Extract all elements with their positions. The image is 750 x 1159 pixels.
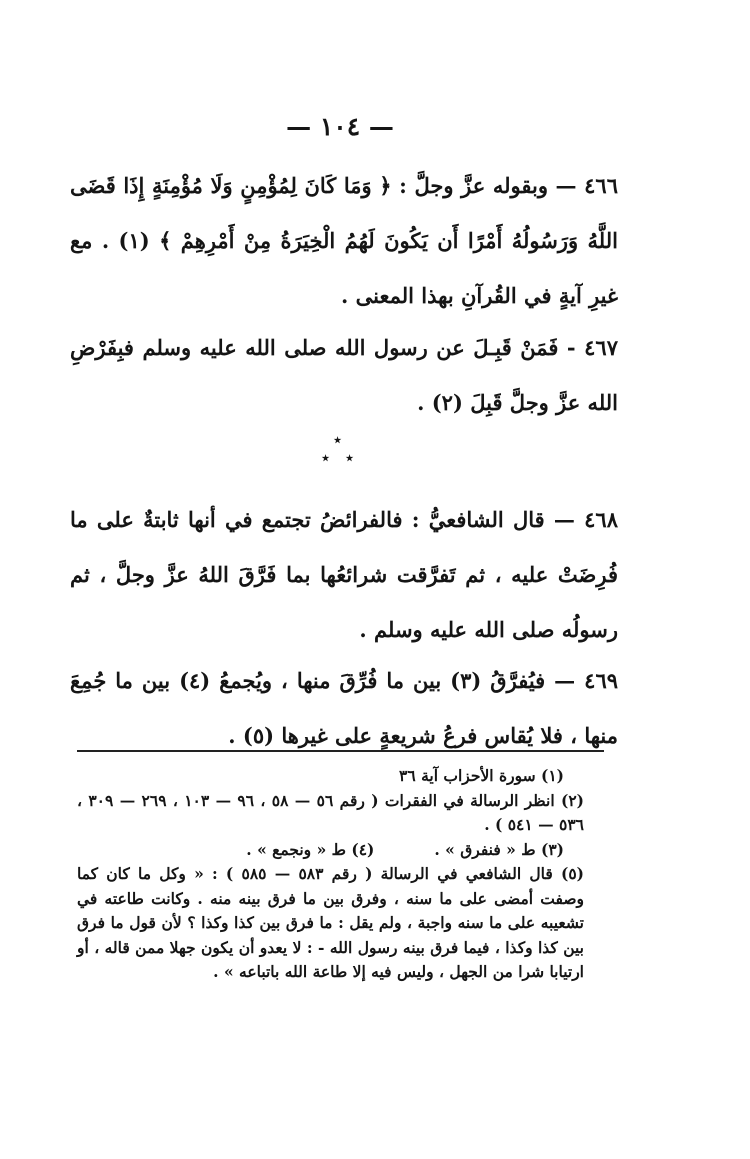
footnote-5: (٥) قال الشافعي في الرسالة ( رقم ٥٨٣ — ٥٨٥ ) : « وكل ما كان كما وصفت أمضى على ما سنه ، وفرق بين ما فرق بينه منه . وكانت طاعته في تشعيبه على ما سنه واجبة ، ولم يقل : ما فرق بين كذا وكذا ؟ لأن قول ما فرق بين كذا وكذا ، فيما فرق بينه رسول الله - : لا يعدو أن يكون جهلا ممن قاله ، أو ارتيابا شرا من الجهل ، وليس فيه إلا طاعة الله باتباعه » . xyxy=(77,864,584,981)
paragraph-469: ٤٦٩ — فيُفرَّقُ (٣) بين ما فُرِّقَ منها ، ويُجمعُ (٤) بين ما جُمِعَ منها ، فلا يُقاس فرعُ شريعةٍ على غيرها (٥) . xyxy=(70,668,619,748)
footnote-row-3-4 xyxy=(77,838,604,863)
paragraph-467: ٤٦٧ - فَمَنْ قَبِـلَ عن رسول الله صلى الله عليه وسلم فبِفَرْضِ الله عزَّ وجلَّ قَبِلَ (٢) . xyxy=(70,335,618,415)
paragraph-468: ٤٦٨ — قال الشافعيُّ : فالفرائضُ تجتمع في أنها ثابتةٌ على ما فُرِضَتْ عليه ، ثم تَفرَّقت شرائعُها بما فَرَّقَ اللهُ عزَّ وجلَّ ، ثم رسولُه صلى الله عليه وسلم . xyxy=(70,507,618,642)
page-number: — ١٠٤ — xyxy=(286,112,394,141)
footnote-divider xyxy=(77,750,604,752)
footnote-3: (٣) ط « فنفرق » . xyxy=(434,839,564,859)
section-separator xyxy=(312,428,368,468)
footnote-4: (٤) ط « ونجمع » . xyxy=(246,839,375,859)
star-icon: ٭ xyxy=(346,451,354,466)
footnote-2: (٢) انظر الرسالة في الفقرات ( رقم ٥٦ — ٥٨ ، ٩٦ — ١٠٣ ، ٢٦٩ — ٣٠٩ ، ٥٣٦ — ٥٤١ ) . xyxy=(77,790,584,834)
paragraph-466: ٤٦٦ — وبقوله عزَّ وجلَّ : ﴿ وَمَا كَانَ لِمُؤْمِنٍ وَلَا مُؤْمِنَةٍ إِذَا قَضَى اللَّهُ وَرَسُولُهُ أَمْرًا أَن يَكُونَ لَهُمُ الْخِيَرَةُ مِنْ أَمْرِهِمْ ﴾ (١) . مع غيرِ آيةٍ في القُرآنِ بهذا المعنى . xyxy=(70,173,618,308)
star-icon: ٭ xyxy=(334,433,342,448)
star-icon: ٭ xyxy=(322,451,330,466)
footnotes xyxy=(77,764,604,985)
footnote-1: (١) سورة الأحزاب آية ٣٦ xyxy=(399,766,564,785)
